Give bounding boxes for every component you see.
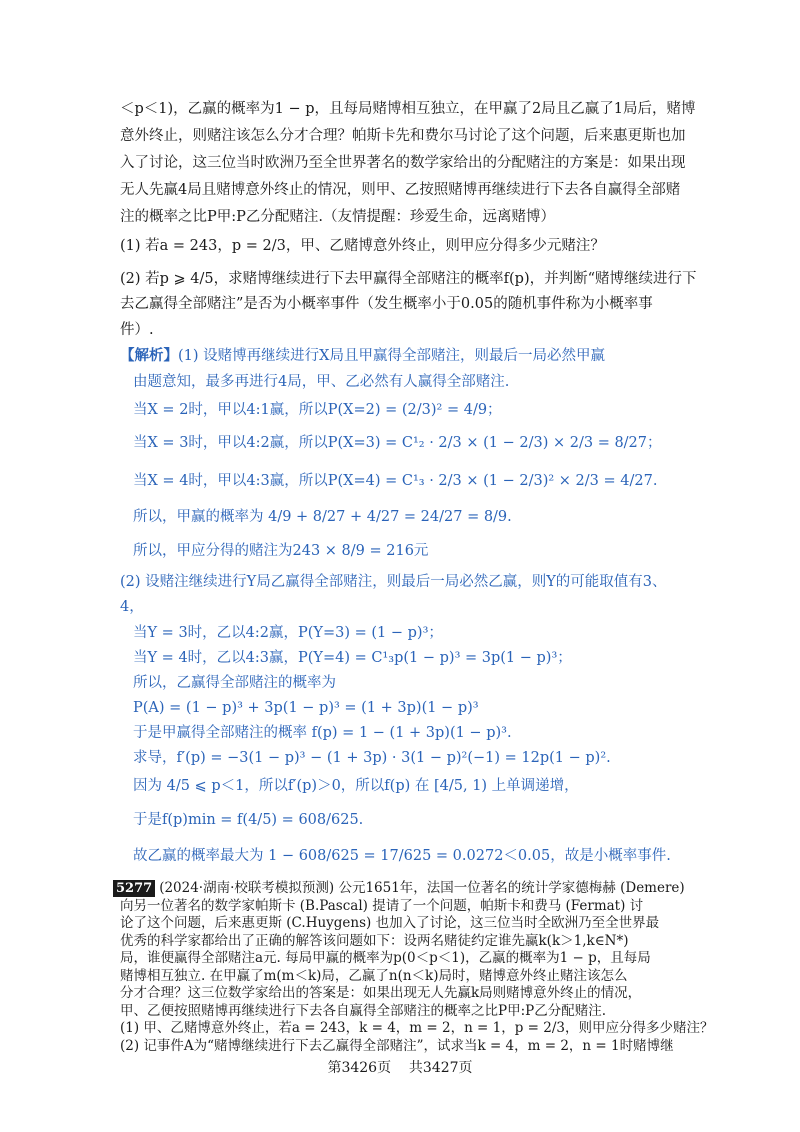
problem-number-badge: 5277 xyxy=(113,880,155,897)
problem-line: 向另一位著名的数学家帕斯卡 (B.Pascal) 提请了一个问题，帕斯卡和费马 (Fermat) 讨 xyxy=(120,897,644,914)
page-current: 第3426页 xyxy=(327,1060,392,1076)
problem-line: 甲、乙便按照赌博再继续进行下去各自赢得全部赌注的概率之比P甲:P乙分配赌注. xyxy=(120,1002,607,1019)
text-line: 注的概率之比P甲:P乙分配赌注.（友情提醒：珍爱生命，远离赌博） xyxy=(120,209,556,225)
solution-line: 因为 4/5 ⩽ p＜1，所以f′(p)＞0，所以f(p) 在 [4/5, 1) 上单调递增， xyxy=(133,778,579,794)
problem-line: 分才合理？这三位数学家给出的答案是：如果出现无人先赢k局则赌博意外终止的情况， xyxy=(120,985,642,1001)
text-line: 无人先赢4局且赌博意外终止的情况，则甲、乙按照赌博再继续进行下去各自赢得全部赌 xyxy=(120,182,681,198)
solution-line: 所以，甲应分得的赌注为243 × 8/9 = 216元 xyxy=(133,543,429,559)
text-line: ＜p＜1)，乙赢的概率为1 − p，且每局赌博相互独立，在甲赢了2局且乙赢了1局后，赌博 xyxy=(120,101,696,117)
solution-line: 求导，f′(p) = −3(1 − p)³ − (1 + 3p) · 3(1 − p)²(−1) = 12p(1 − p)². xyxy=(133,750,611,766)
solution-line: 于是f(p)min = f(4/5) = 608/625. xyxy=(133,812,364,828)
text-line: 意外终止，则赌注该怎么分才合理？帕斯卡先和费尔马讨论了这个问题，后来惠更斯也加 xyxy=(120,128,686,144)
solution-line: 所以，乙赢得全部赌注的概率为 xyxy=(133,675,336,691)
problem-line: 优秀的科学家都给出了正确的解答该问题如下：设两名赌徒约定谁先赢k(k＞1,k∈N*) xyxy=(120,932,629,949)
solution-line: 4， xyxy=(120,599,144,615)
question-1: (1) 若a = 243，p = 2/3，甲、乙赌博意外终止，则甲应分得多少元赌注？ xyxy=(120,238,605,254)
solution-label: 【解析】 xyxy=(120,347,178,364)
problem-line: 局，谁便赢得全部赌注a元. 每局甲赢的概率为p(0＜p＜1)，乙赢的概率为1 − p，且每局 xyxy=(120,950,651,966)
problem-line: (1) 甲、乙赌博意外终止，若a = 243，k = 4，m = 2，n = 1，p = 2/3，则甲应分得多少赌注？ xyxy=(120,1020,714,1036)
text-line: 去乙赢得全部赌注”是否为小概率事件（发生概率小于0.05的随机事件称为小概率事 xyxy=(120,296,653,312)
solution-line: 故乙赢的概率最大为 1 − 608/625 = 17/625 = 0.0272＜0.05，故是小概率事件. xyxy=(133,848,671,864)
problem-line: (2) 记事件A为“赌博继续进行下去乙赢得全部赌注”，试求当k = 4，m = 2，n = 1时赌博继 xyxy=(120,1037,674,1054)
page-footer xyxy=(0,1057,800,1077)
text-line: 入了讨论，这三位当时欧洲乃至全世界著名的数学家给出的分配赌注的方案是：如果出现 xyxy=(120,155,686,171)
solution-line: (2) 设赌注继续进行Y局乙赢得全部赌注，则最后一局必然乙赢，则Y的可能取值有3、 xyxy=(120,574,667,590)
solution-line: 当X = 4时，甲以4:3赢，所以P(X=4) = C¹₃ · 2/3 × (1 − 2/3)² × 2/3 = 4/27. xyxy=(133,473,658,489)
solution-line: 由题意知，最多再进行4局，甲、乙必然有人赢得全部赌注. xyxy=(133,374,510,390)
solution-line xyxy=(120,346,605,366)
page-total: 共3427页 xyxy=(408,1060,473,1076)
solution-line: 当Y = 4时，乙以4:3赢，P(Y=4) = C¹₃p(1 − p)³ = 3p(1 − p)³； xyxy=(133,650,572,666)
text-line: 件）. xyxy=(120,322,154,338)
solution-line: 当X = 3时，甲以4:2赢，所以P(X=3) = C¹₂ · 2/3 × (1 − 2/3) × 2/3 = 8/27； xyxy=(133,435,662,451)
solution-line: 所以，甲赢的概率为 4/9 + 8/27 + 4/27 = 24/27 = 8/9. xyxy=(133,509,512,525)
problem-line: 论了这个问题，后来惠更斯 (C.Huygens) 也加入了讨论，这三位当时全欧洲乃至全世界最 xyxy=(120,915,660,931)
problem-line: 赌博相互独立. 在甲赢了m(m＜k)局，乙赢了n(n＜k)局时，赌博意外终止赌注该怎么 xyxy=(120,967,628,984)
solution-line-text: (1) 设赌博再继续进行X局且甲赢得全部赌注，则最后一局必然甲赢 xyxy=(178,348,605,364)
solution-line: P(A) = (1 − p)³ + 3p(1 − p)³ = (1 + 3p)(1 − p)³ xyxy=(133,700,479,716)
solution-line: 当X = 2时，甲以4:1赢，所以P(X=2) = (2/3)² = 4/9； xyxy=(133,402,502,418)
solution-line: 于是甲赢得全部赌注的概率 f(p) = 1 − (1 + 3p)(1 − p)³. xyxy=(133,725,512,741)
problem-line xyxy=(113,880,685,897)
question-2: (2) 若p ⩾ 4/5，求赌博继续进行下去甲赢得全部赌注的概率f(p)，并判断“赌博继续进行下 xyxy=(120,271,697,287)
problem-line-text: (2024·湖南·校联考模拟预测) 公元1651年，法国一位著名的统计学家德梅赫 (Demere) xyxy=(159,880,685,896)
solution-line: 当Y = 3时，乙以4:2赢，P(Y=3) = (1 − p)³； xyxy=(133,625,443,641)
